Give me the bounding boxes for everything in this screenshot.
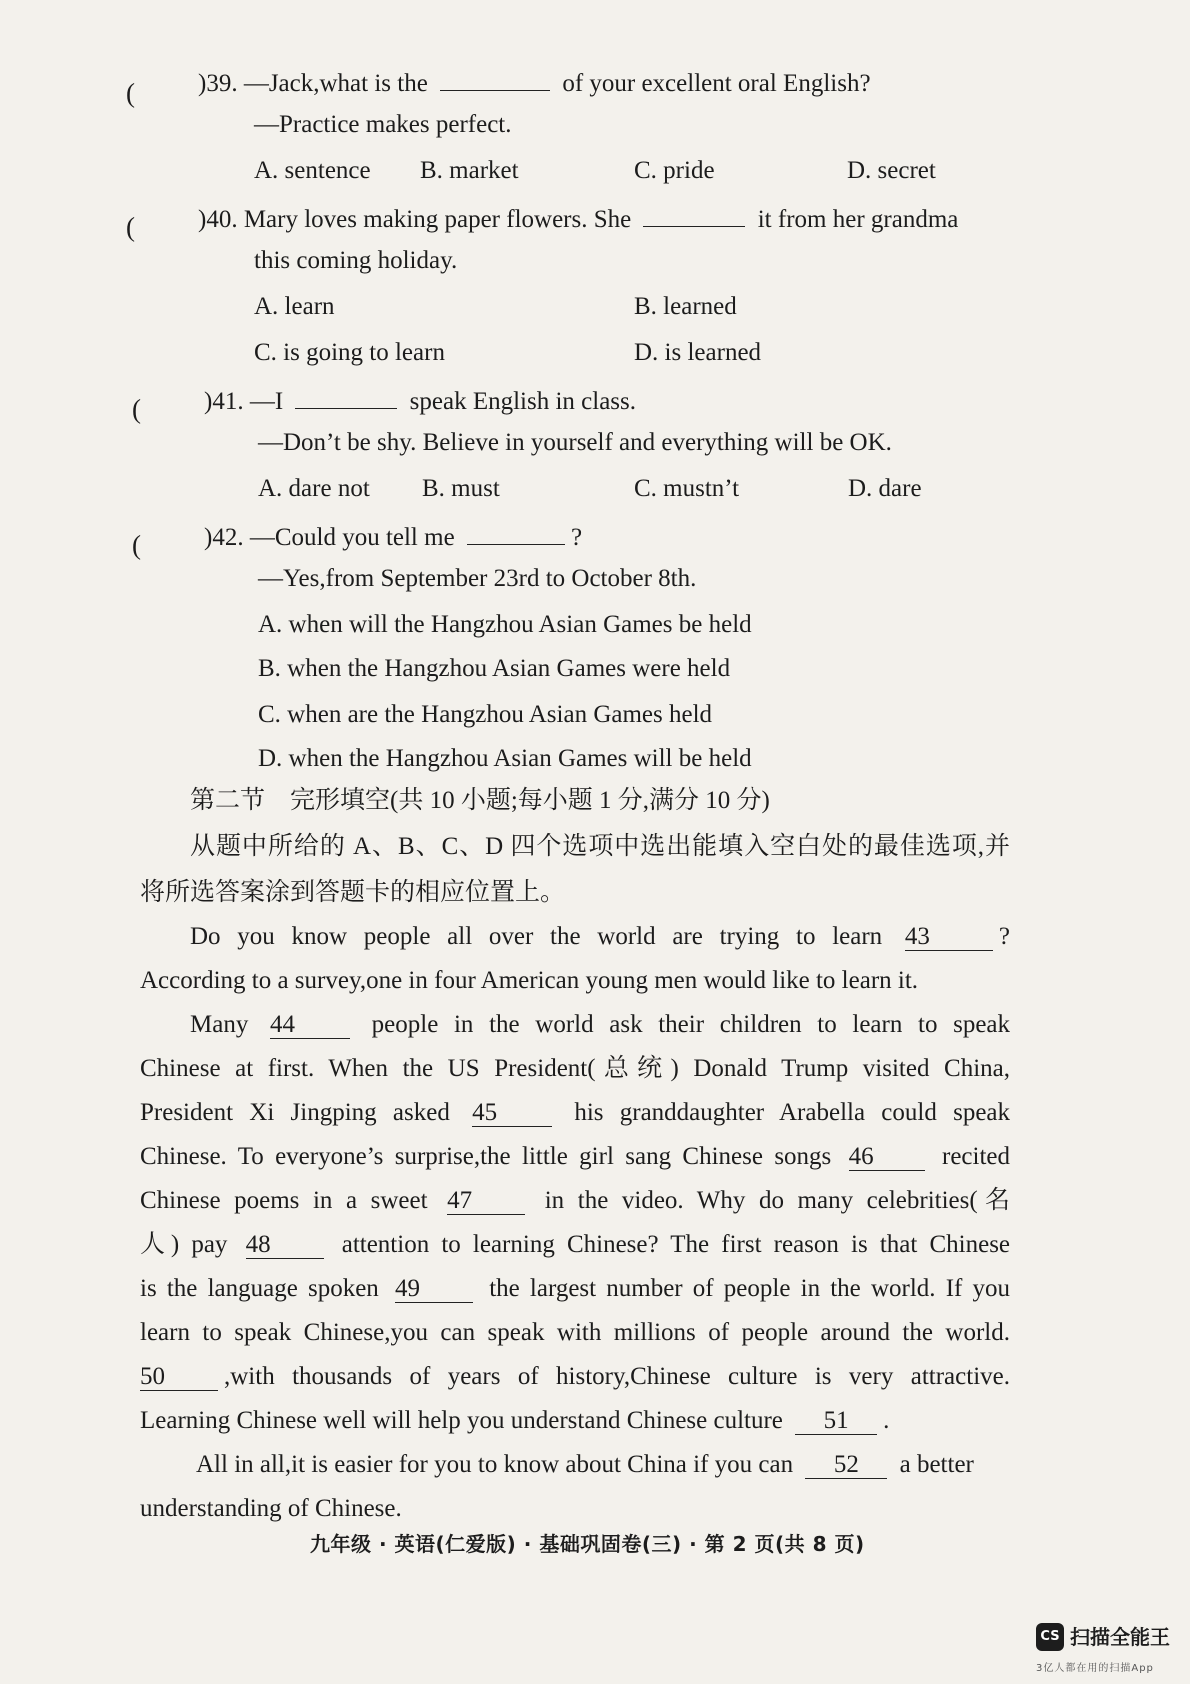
option-c: C. when are the Hangzhou Asian Games held: [258, 701, 713, 728]
passage-line: [140, 1186, 1010, 1216]
section-instruction: 将所选答案涂到答题卡的相应位置上。: [140, 879, 566, 906]
answer-paren: (: [132, 530, 141, 560]
passage-line: [140, 1362, 1010, 1392]
passage-text: All in all,it is easier for you to know about China if you can: [196, 1451, 794, 1478]
question-stem: Mary loves making paper flowers. She: [243, 206, 632, 233]
answer-blank: [440, 64, 550, 91]
answer-blank: [643, 200, 745, 227]
question-stem: speak English in class.: [409, 388, 637, 415]
option-d: D. secret: [847, 157, 936, 184]
answer-paren: (: [126, 212, 135, 242]
passage-line: [140, 1142, 1010, 1172]
cloze-blank-44: 44: [270, 1012, 350, 1039]
passage-text: people in the world ask their children to learn to speak: [371, 1011, 1011, 1038]
passage-text: ,with thousands of years of history,Chinese culture is very attractive.: [224, 1363, 1010, 1390]
option-b: B. learned: [634, 293, 737, 320]
option-a: A. dare not: [258, 475, 370, 502]
passage-text: is the language spoken: [140, 1275, 379, 1302]
option-d: D. when the Hangzhou Asian Games will be held: [258, 745, 752, 772]
question-response: —Yes,from September 23rd to October 8th.: [258, 565, 697, 592]
question-response: —Don’t be shy. Believe in yourself and everything will be OK.: [258, 429, 892, 456]
passage-text: 人) pay: [140, 1231, 228, 1258]
passage-line: understanding of Chinese.: [140, 1495, 402, 1522]
answer-paren: (: [126, 78, 135, 108]
passage-text: .: [883, 1407, 890, 1434]
answer-blank: [467, 518, 565, 545]
passage-line: [140, 1406, 889, 1436]
passage-line: [190, 922, 1010, 952]
option-a: A. learn: [254, 293, 335, 320]
cloze-blank-47: 47: [447, 1188, 525, 1215]
answer-blank: [295, 382, 397, 409]
cloze-blank-49: 49: [395, 1276, 473, 1303]
option-d: D. is learned: [634, 339, 762, 366]
passage-text: President Xi Jingping asked: [140, 1099, 450, 1126]
passage-text: ?: [998, 923, 1011, 950]
answer-paren: (: [132, 394, 141, 424]
passage-line: [140, 1274, 1010, 1304]
option-a: A. sentence: [254, 157, 371, 184]
passage-text: Chinese. To everyone’s surprise,the little girl sang Chinese songs: [140, 1143, 832, 1170]
passage-text: his granddaughter Arabella could speak: [574, 1099, 1011, 1126]
option-d: D. dare: [848, 475, 922, 502]
passage-line: [190, 1010, 1010, 1040]
question-stem: —Could you tell me: [249, 524, 455, 551]
option-a: A. when will the Hangzhou Asian Games be held: [258, 611, 752, 638]
question-41: [204, 382, 636, 417]
passage-text: Many: [190, 1011, 249, 1038]
option-c: C. mustn’t: [634, 475, 740, 502]
passage-text: in the video. Why do many celebrities(名: [544, 1187, 1011, 1214]
question-number: )39.: [198, 70, 238, 97]
passage-text: Learning Chinese well will help you understand Chinese culture: [140, 1407, 783, 1434]
option-b: B. market: [420, 157, 519, 184]
passage-line: [140, 1098, 1010, 1128]
page-footer: 九年级 · 英语(仁爱版) · 基础巩固卷(三) · 第 2 页(共 8 页): [310, 1532, 865, 1556]
question-number: )41.: [204, 388, 244, 415]
passage-text: recited: [942, 1143, 1011, 1170]
passage-text: Chinese poems in a sweet: [140, 1187, 428, 1214]
question-42: [204, 518, 582, 553]
option-b: B. when the Hangzhou Asian Games were held: [258, 655, 731, 682]
scanner-watermark: [1036, 1623, 1186, 1681]
question-39: [198, 64, 871, 99]
section-instruction: 从题中所给的 A、B、C、D 四个选项中选出能填入空白处的最佳选项,并: [190, 833, 1010, 860]
cloze-blank-50: 50: [140, 1364, 218, 1391]
option-b: B. must: [422, 475, 500, 502]
passage-text: the largest number of people in the world. If you: [489, 1275, 1011, 1302]
passage-text: attention to learning Chinese? The first reason is that Chinese: [341, 1231, 1011, 1258]
question-number: )42.: [204, 524, 244, 551]
option-c: C. is going to learn: [254, 339, 445, 366]
passage-line: [196, 1450, 974, 1480]
passage-text: Do you know people all over the world are trying to learn: [190, 923, 883, 950]
passage-line: According to a survey,one in four American young men would like to learn it.: [140, 967, 919, 994]
cloze-blank-45: 45: [472, 1100, 552, 1127]
question-number: )40.: [198, 206, 238, 233]
passage-line: [140, 1230, 1010, 1260]
section-title: 第二节 完形填空(共 10 小题;每小题 1 分,满分 10 分): [190, 787, 770, 814]
question-stem: it from her grandma: [757, 206, 959, 233]
watermark-title: 扫描全能王: [1070, 1625, 1170, 1649]
question-stem-continued: this coming holiday.: [254, 247, 458, 274]
watermark-subtitle: 3亿人都在用的扫描App: [1036, 1663, 1154, 1674]
option-c: C. pride: [634, 157, 715, 184]
cloze-blank-48: 48: [246, 1232, 324, 1259]
question-40: [198, 200, 958, 235]
question-stem: —Jack,what is the: [243, 70, 428, 97]
cloze-blank-52: 52: [805, 1452, 887, 1479]
cloze-blank-51: 51: [795, 1408, 877, 1435]
passage-line: Chinese at first. When the US President(总统) Donald Trump visited China,: [140, 1055, 1010, 1082]
cloze-blank-46: 46: [849, 1144, 925, 1171]
question-stem: of your excellent oral English?: [562, 70, 871, 97]
passage-text: a better: [899, 1451, 974, 1478]
camscanner-logo-icon: CS: [1036, 1623, 1064, 1651]
question-stem: —I: [249, 388, 284, 415]
cloze-blank-43: 43: [905, 924, 993, 951]
question-response: —Practice makes perfect.: [254, 111, 512, 138]
question-stem: ?: [570, 524, 583, 551]
passage-line: learn to speak Chinese,you can speak with millions of people around the world.: [140, 1319, 1010, 1346]
